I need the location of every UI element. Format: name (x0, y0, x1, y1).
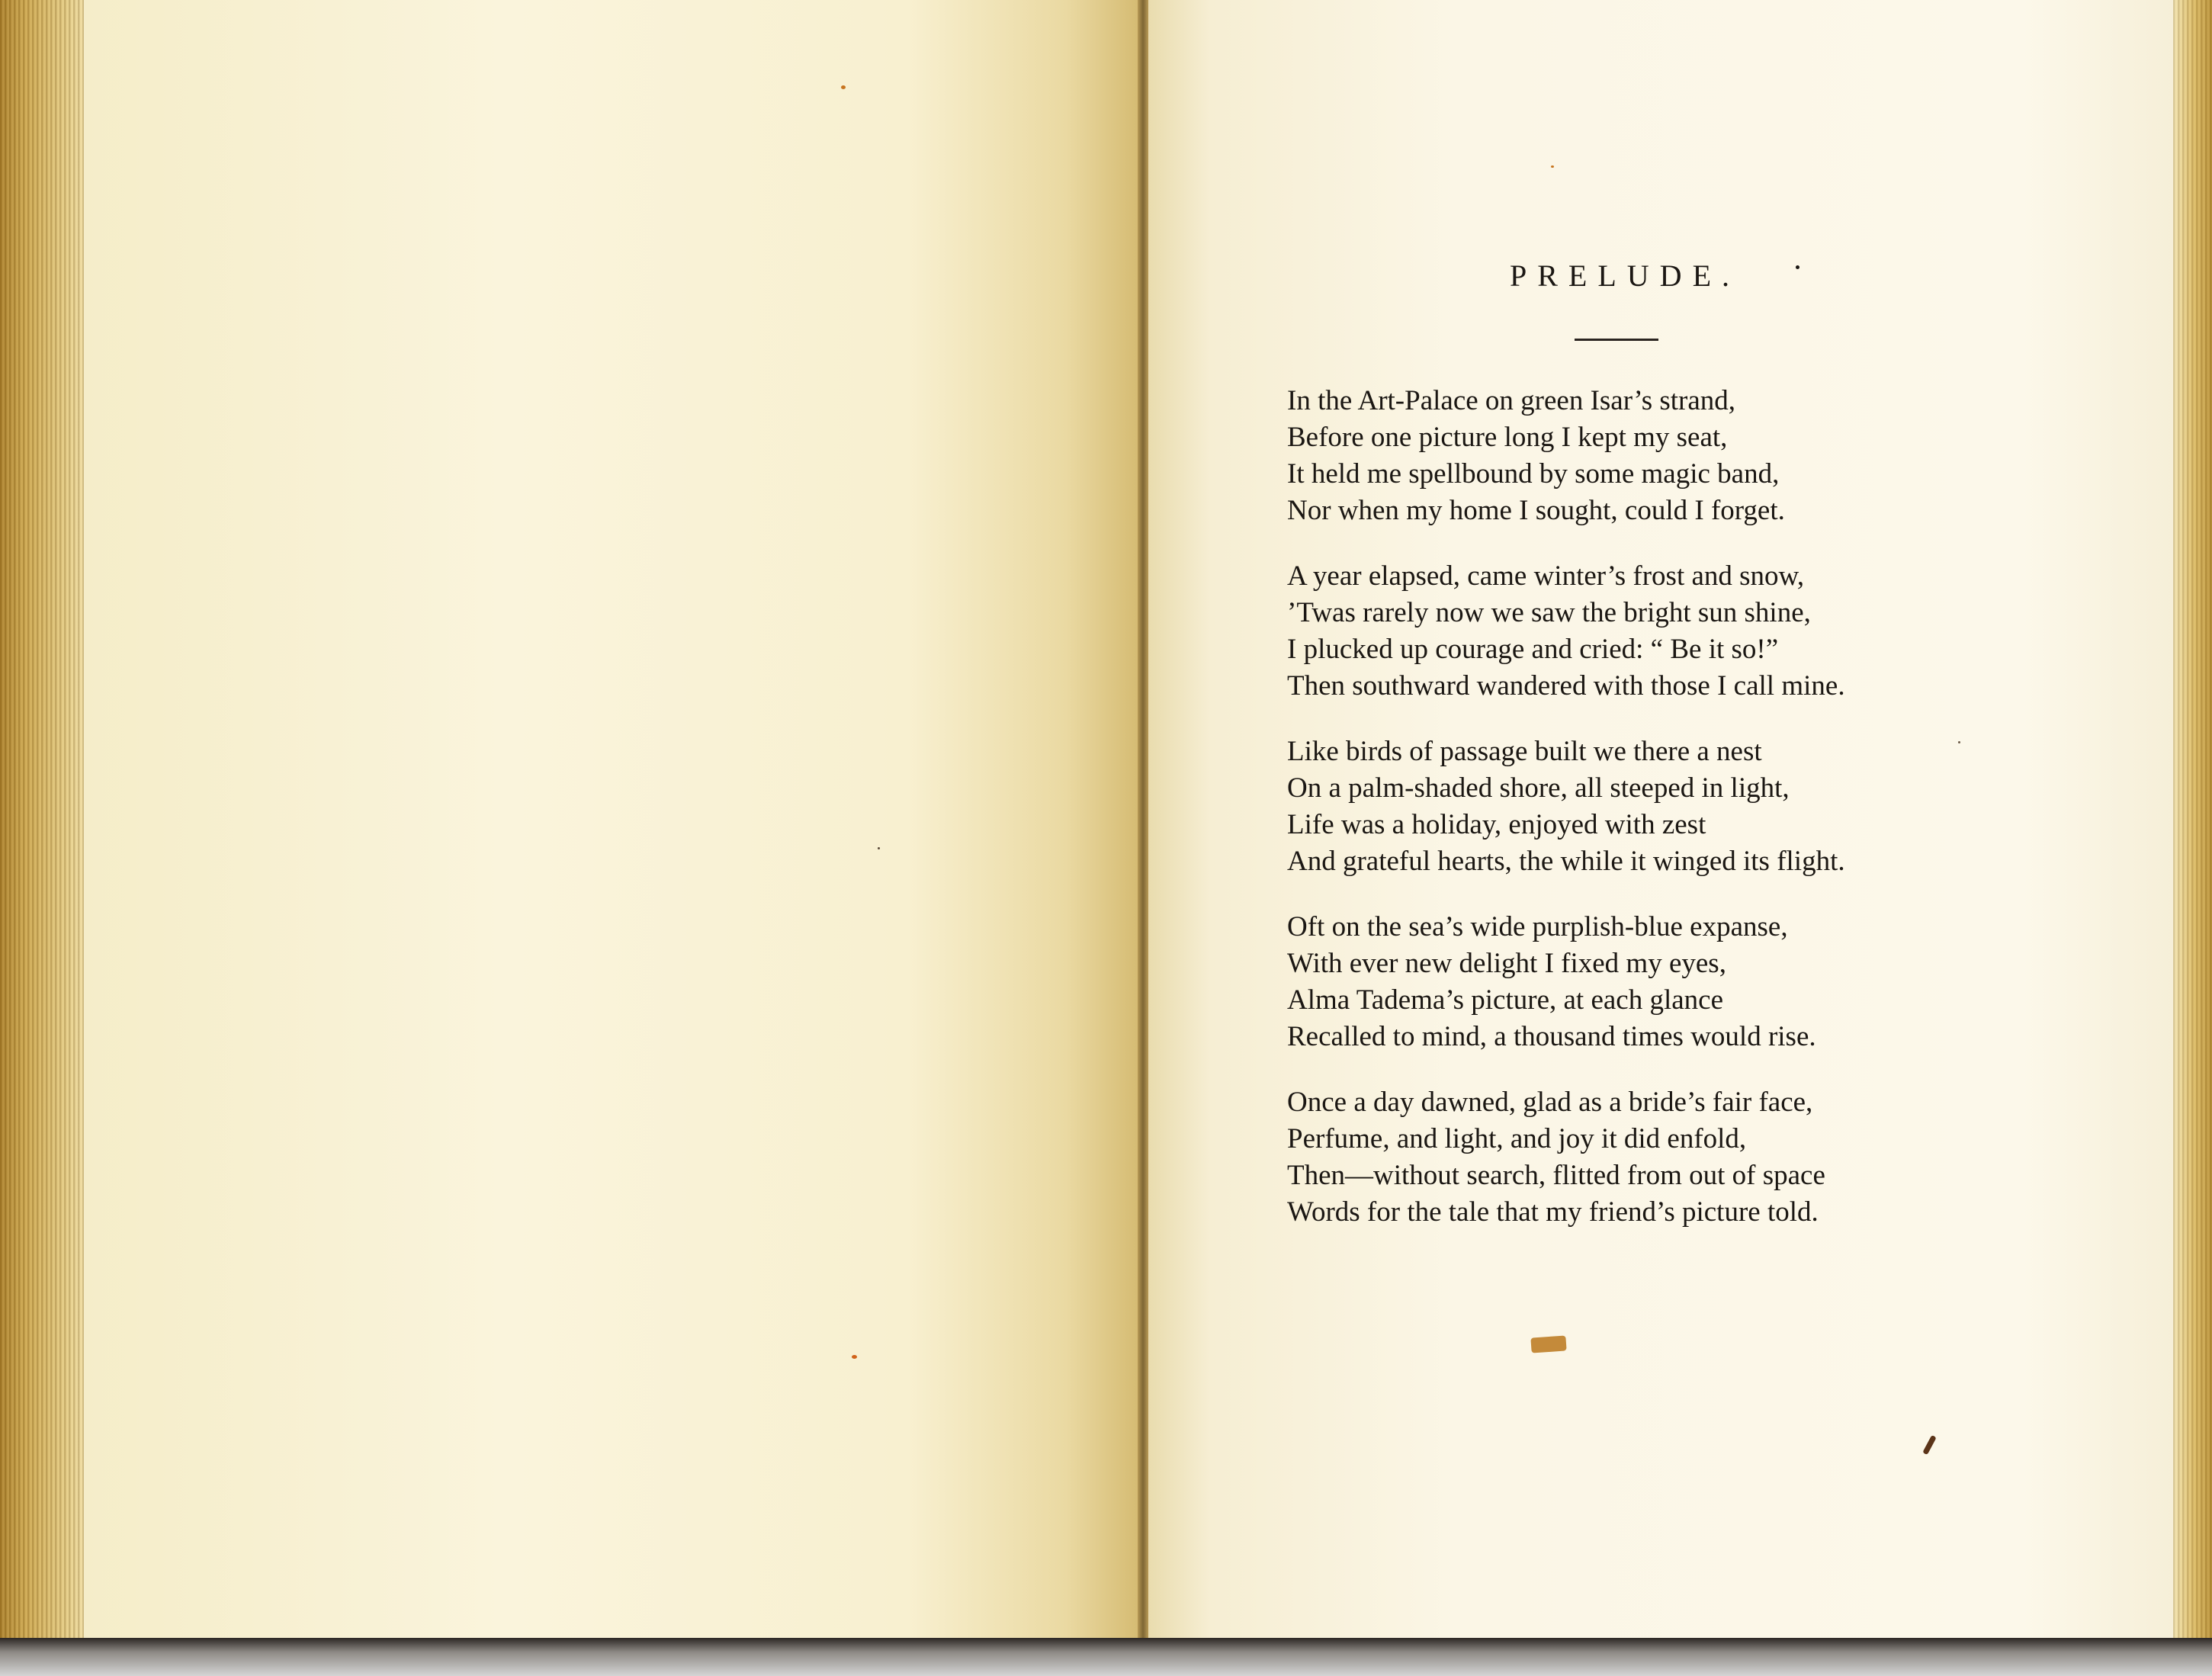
poem-line: A year elapsed, came winter’s frost and snow, (1287, 560, 1805, 592)
poem-line: Life was a holiday, enjoyed with zest (1287, 809, 1706, 840)
poem-line: Like birds of passage built we there a nest (1287, 736, 1762, 767)
right-page-edges (2173, 0, 2212, 1638)
poem-line: On a palm-shaded shore, all steeped in light, (1287, 772, 1790, 804)
poem-line: Alma Tadema’s picture, at each glance (1287, 984, 1724, 1016)
poem-line: Oft on the sea’s wide purplish-blue expanse, (1287, 911, 1788, 942)
scan-bottom-edge (0, 1638, 2212, 1676)
left-page-edges (0, 0, 88, 1638)
stanza-5 (1287, 1084, 2149, 1231)
paper-speck (841, 85, 846, 89)
poem-line: Nor when my home I sought, could I forget. (1287, 495, 1785, 526)
poem-line: Once a day dawned, glad as a bride’s fair face, (1287, 1087, 1813, 1118)
poem-line: It held me spellbound by some magic band, (1287, 458, 1780, 490)
poem-line: In the Art-Palace on green Isar’s strand, (1287, 385, 1736, 416)
poem-line: Perfume, and light, and joy it did enfold, (1287, 1123, 1747, 1154)
paper-stain (1530, 1335, 1566, 1353)
poem-block (1281, 0, 2158, 1601)
left-page-blank (84, 0, 1140, 1638)
poem-line: Words for the tale that my friend’s picture told. (1287, 1196, 1819, 1228)
stanza-3 (1287, 734, 2149, 880)
stanza-2 (1287, 558, 2149, 705)
title-rule (1575, 339, 1658, 341)
poem-line: Then southward wandered with those I call mine. (1287, 670, 1845, 702)
paper-speck (878, 847, 880, 849)
poem-line: I plucked up courage and cried: “ Be it so!” (1287, 634, 1779, 665)
poem-line: Then—without search, flitted from out of space (1287, 1160, 1825, 1191)
poem-line: Before one picture long I kept my seat, (1287, 422, 1728, 453)
poem-stanzas (1287, 383, 2149, 1260)
stanza-4 (1287, 909, 2149, 1055)
stanza-1 (1287, 383, 2149, 529)
poem-title: PRELUDE. (1510, 258, 1740, 293)
poem-line: Recalled to mind, a thousand times would rise. (1287, 1021, 1816, 1052)
poem-line: And grateful hearts, the while it winged its flight. (1287, 846, 1845, 877)
poem-line: With ever new delight I fixed my eyes, (1287, 948, 1726, 979)
poem-line: ’Twas rarely now we saw the bright sun shine, (1287, 597, 1811, 628)
book-gutter (1138, 0, 1148, 1638)
paper-speck (852, 1355, 857, 1359)
